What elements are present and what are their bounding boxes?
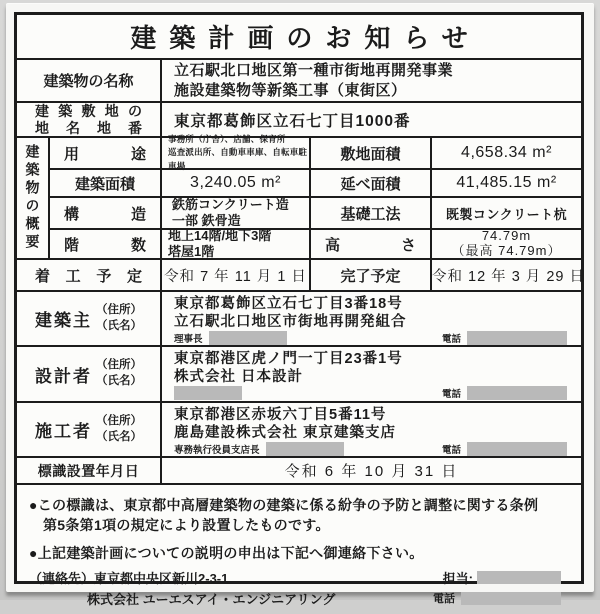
designer-phone-redaction <box>467 386 567 400</box>
designer-address: 東京都港区虎ノ門一丁目23番1号 <box>174 351 403 367</box>
structure-value <box>162 198 311 228</box>
owner-name: 立石駅北口地区市街地再開発組合 <box>174 314 407 331</box>
usage-value <box>162 133 311 171</box>
contact-company: 株式会社 ユーエスアイ・エンジニアリング <box>87 591 336 607</box>
footer-note1-line2: 第5条第1項の規定により設置したものです。 <box>43 517 330 534</box>
schedule-row <box>17 260 585 292</box>
building-name-value <box>162 60 453 101</box>
site-address-label-line1: 建築敷地の <box>35 102 142 119</box>
usage-line1: 事務所（庁舎）、店舗、保育所 <box>168 133 286 144</box>
contractor-sublabels: （住所） （氏名） <box>96 414 142 443</box>
owner-phone-redaction <box>467 331 567 345</box>
overview-side-label: 建築物の概要 <box>17 138 50 258</box>
owner-name-redaction <box>209 331 287 345</box>
usage-area-row <box>50 133 581 171</box>
building-name-label: 建築物の名称 <box>17 60 162 101</box>
foundation-label: 基礎工法 <box>311 198 432 228</box>
total-area-label: 延べ面積 <box>311 170 432 196</box>
floors-height-row <box>50 227 581 259</box>
building-area-row <box>50 170 581 198</box>
usage-line2: 巡査派出所、自動車車庫、自転車駐車場 <box>168 147 308 171</box>
contractor-row <box>17 403 581 458</box>
structure-row <box>50 198 581 230</box>
sign-date-row <box>17 458 581 485</box>
construction-notice-board <box>14 12 585 607</box>
designer-row <box>17 347 581 403</box>
building-area-label: 建築面積 <box>50 170 162 196</box>
owner-address: 東京都葛飾区立石七丁目3番18号 <box>174 296 403 312</box>
contractor-role-label: 専務執行役員支店長 <box>174 445 260 457</box>
floors-value <box>162 227 311 259</box>
contractor-name: 鹿島建設株式会社 東京建築支店 <box>174 425 397 442</box>
floors-line1: 地上14階/地下3階 <box>168 227 272 243</box>
contractor-name-redaction <box>266 442 344 456</box>
structure-label: 構造 <box>50 198 162 228</box>
structure-line2: 一部 鉄骨造 <box>172 213 241 228</box>
contact-address: 東京都中央区新川2-3-1 <box>94 570 229 586</box>
building-name-line1: 立石駅北口地区第一種市街地再開発事業 <box>174 62 454 79</box>
building-name-row <box>17 60 581 103</box>
footer-row <box>17 485 581 614</box>
contact-phone-group: 電話 <box>433 590 561 606</box>
height-label: 高さ <box>311 230 432 258</box>
designer-name-redaction <box>174 386 242 400</box>
site-address-label <box>17 103 162 136</box>
contact-phone-redaction <box>461 592 561 605</box>
designer-label: 設計者 （住所） （氏名） <box>17 347 162 401</box>
overview-rows <box>50 133 581 259</box>
contractor-value <box>162 403 581 456</box>
sign-date-value: 令和 6 年 10 月 31 日 <box>284 463 459 480</box>
contractor-address: 東京都港区赤坂六丁目5番11号 <box>174 407 387 423</box>
usage-label: 用途 <box>50 138 162 168</box>
footer-note2: ●上記建築計画についての説明の申出は下記へ御連絡下さい。 <box>29 544 424 561</box>
footer-notes <box>17 485 581 614</box>
owner-role-label: 理事長 <box>174 334 203 346</box>
contact-person-label: 担当: <box>442 570 473 586</box>
owner-phone-group: 電話 <box>442 331 567 345</box>
sign-date-label: 標識設置年月日 <box>17 458 162 483</box>
contact-label: （連絡先） <box>29 570 95 586</box>
designer-name: 株式会社 日本設計 <box>174 369 304 386</box>
building-name-line2: 施設建築物等新築工事（東街区） <box>174 81 407 99</box>
end-date-label: 完了予定 <box>311 260 432 290</box>
height-line1: 74.79m <box>481 228 532 244</box>
contractor-phone-group: 電話 <box>442 442 567 456</box>
height-value <box>432 230 581 258</box>
footer-contact-line1 <box>29 568 569 587</box>
designer-value <box>162 347 581 401</box>
overview-block <box>17 133 581 260</box>
start-date-value: 令和 7 年 11 月 1 日 <box>162 260 311 290</box>
contact-person-group <box>443 568 561 587</box>
owner-label: 建築主 （住所） （氏名） <box>17 292 162 345</box>
contractor-phone-redaction <box>467 442 567 456</box>
site-address-value: 東京都葛飾区立石七丁目1000番 <box>174 112 411 130</box>
sign-title: 建築計画のお知らせ <box>130 23 481 53</box>
site-address-row <box>17 103 581 138</box>
owner-row <box>17 292 581 347</box>
height-line2: （最高 74.79m） <box>451 243 562 258</box>
designer-sublabels: （住所） （氏名） <box>96 359 142 387</box>
contractor-label: 施工者 （住所） （氏名） <box>17 403 162 456</box>
contact-person-redaction <box>477 571 561 584</box>
owner-value <box>162 292 581 345</box>
floors-line2: 塔屋1階 <box>168 244 215 259</box>
total-area-value: 41,485.15 m² <box>456 174 557 191</box>
start-date-label: 着工予定 <box>17 260 162 290</box>
structure-line1: 鉄筋コンクリート造 <box>172 196 289 212</box>
contractor-contact-line <box>174 442 571 456</box>
floors-label: 階数 <box>50 230 162 258</box>
designer-phone-group: 電話 <box>442 386 567 400</box>
title-row <box>17 15 581 60</box>
site-address-label-line2: 地名地番 <box>35 119 142 136</box>
owner-contact-line <box>174 331 571 345</box>
owner-sublabels: （住所） （氏名） <box>96 303 142 332</box>
designer-contact-line <box>174 386 571 400</box>
footer-note1-line1: ●この標識は、東京都中高層建築物の建築に係る紛争の予防と調整に関する条例 <box>29 497 539 513</box>
building-area-value: 3,240.05 m² <box>162 170 311 196</box>
site-area-value: 4,658.34 m² <box>461 144 552 161</box>
site-area-label: 敷地面積 <box>311 138 432 168</box>
foundation-value: 既製コンクリート杭 <box>445 206 568 222</box>
end-date-value: 令和 12 年 3 月 29 日 <box>432 268 585 285</box>
footer-contact-line2 <box>29 589 569 608</box>
